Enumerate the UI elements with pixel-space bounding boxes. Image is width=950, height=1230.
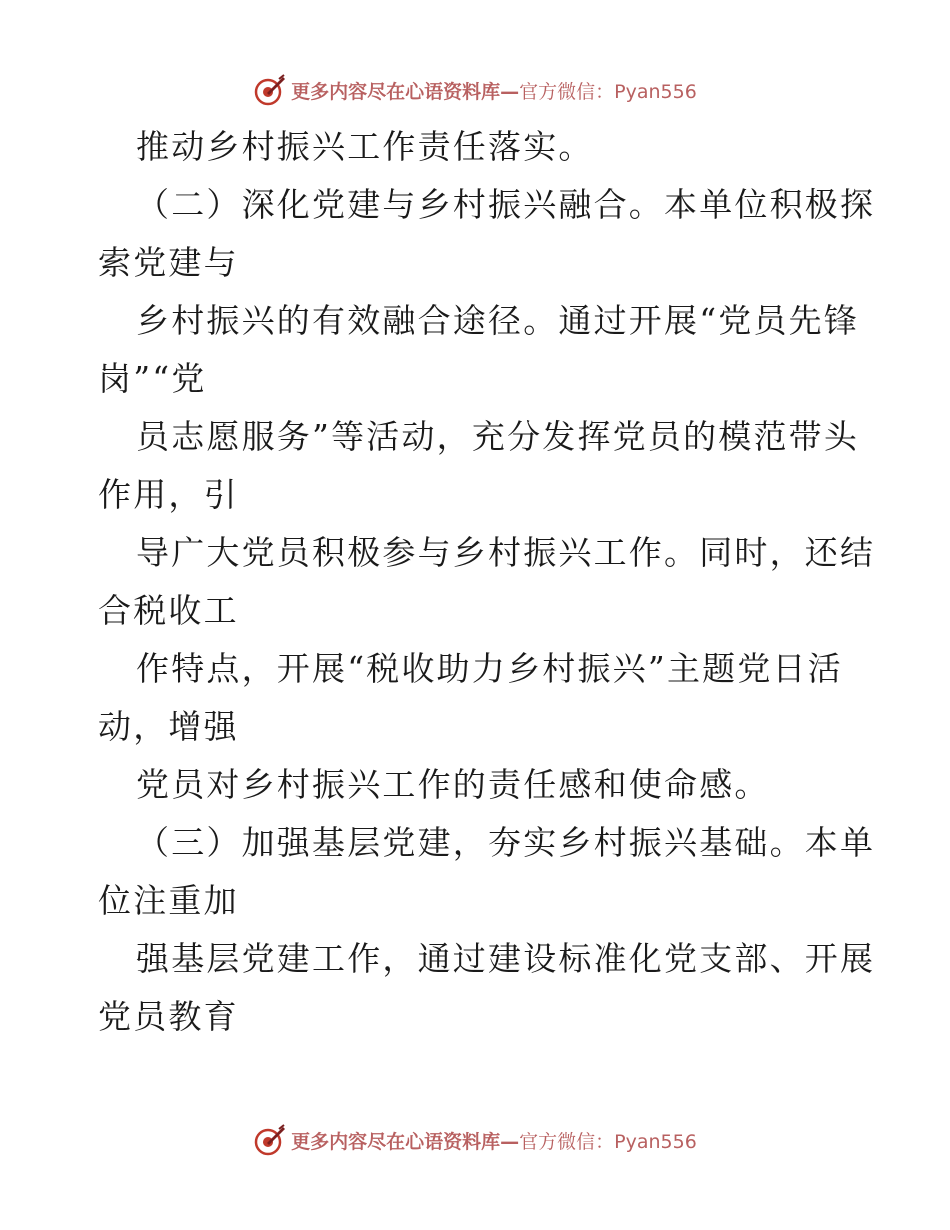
banner-contact: 官方微信：Pyan556: [519, 80, 697, 103]
text-line: 员志愿服务”等活动，充分发挥党员的模范带头: [136, 417, 860, 456]
banner-contact: 官方微信：Pyan556: [519, 1130, 697, 1153]
text-line: 索党建与: [98, 243, 239, 282]
text-line: 乡村振兴的有效融合途径。通过开展“党员先锋: [136, 301, 860, 340]
quill-logo-icon: [253, 1123, 287, 1157]
document-body: [98, 118, 876, 1046]
text-line: 动，增强: [98, 707, 239, 746]
text-line: 推动乡村振兴工作责任落实。: [136, 127, 594, 166]
quill-logo-icon: [253, 73, 287, 107]
banner-text: 更多内容尽在心语资料库—: [291, 1130, 520, 1153]
text-line: 强基层党建工作，通过建设标准化党支部、开展: [136, 939, 876, 978]
text-line: 作用，引: [98, 475, 239, 514]
text-line: 合税收工: [98, 591, 239, 630]
text-line: （三）加强基层党建，夯实乡村振兴基础。本单: [136, 823, 876, 862]
text-line: 岗”“党: [98, 359, 207, 398]
text-line: 作特点，开展“税收助力乡村振兴”主题党日活: [136, 649, 843, 688]
text-line: 党员教育: [98, 997, 239, 1036]
text-line: 党员对乡村振兴工作的责任感和使命感。: [136, 765, 770, 804]
footer-banner: [0, 1120, 950, 1160]
banner-text: 更多内容尽在心语资料库—: [291, 80, 520, 103]
text-line: （二）深化党建与乡村振兴融合。本单位积极探: [136, 185, 876, 224]
header-banner: [0, 70, 950, 110]
text-line: 导广大党员积极参与乡村振兴工作。同时，还结: [136, 533, 876, 572]
text-line: 位注重加: [98, 881, 239, 920]
